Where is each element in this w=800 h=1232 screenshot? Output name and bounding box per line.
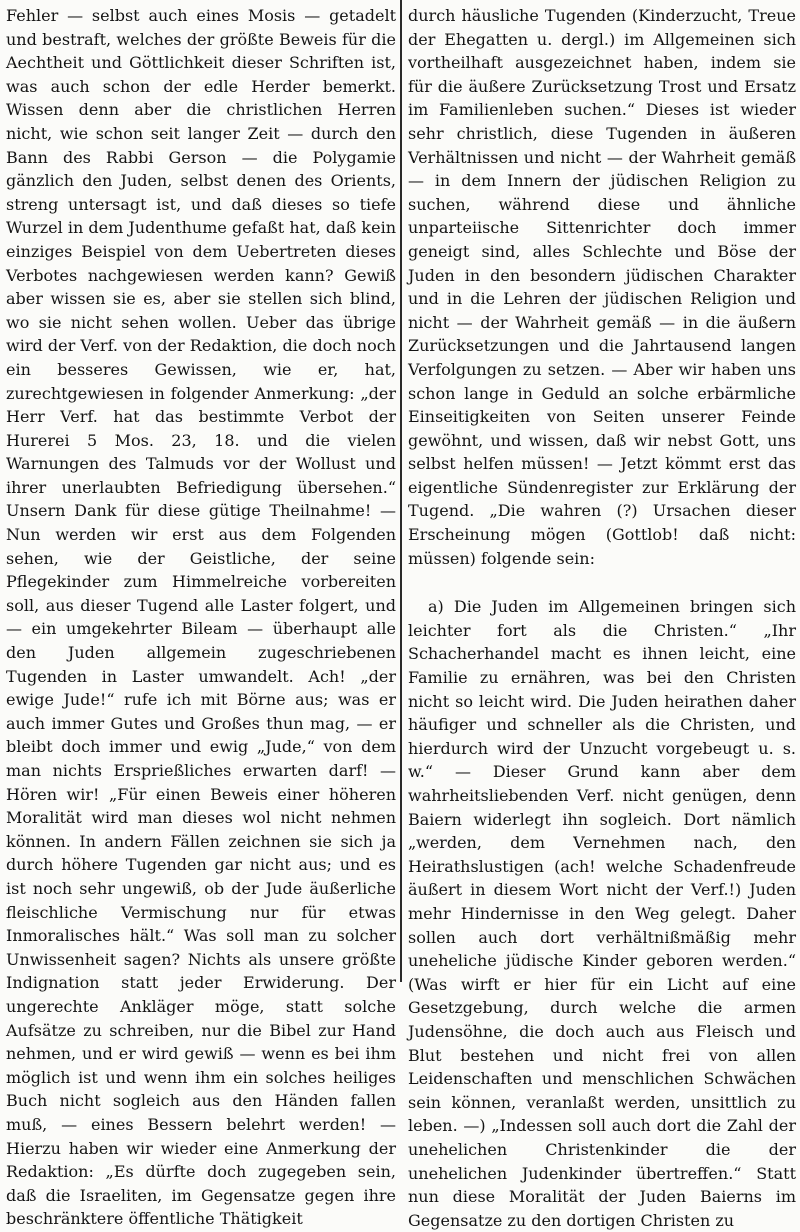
right-column-paragraph-1: durch häusliche Tugenden (Kinderzucht, Treue der Ehegatten u. dergl.) im Allgemeinen sich vortheilhaft ausgezeichnet haben, indem sie für die äußere Zurücksetzung Trost und Ersatz im Familienleben suchen.“ Dieses ist wieder sehr christlich, diese Tugenden in äußeren Verhältnissen und nicht — der Wahrheit gemäß — in dem Innern der jüdischen Religion zu suchen, während diese und ähnliche unparteiische Sittenrichter doch immer geneigt sind, alles Schlechte und Böse der Juden in den besondern jüdischen Charakter und in die Lehren der jüdischen Religion und nicht — der Wahrheit gemäß — in die äußern Zurücksetzungen und die Jahrtausend langen Verfolgungen zu setzen. — Aber wir haben uns schon lange in Geduld an solche erbärmliche Einseitigkeiten von Seiten unserer Feinde gewöhnt, und wissen, daß wir nebst Gott, uns selbst helfen müssen! — Jetzt kömmt erst das eigentliche Sündenregister zur Erklärung der Tugend. „Die wahren (?) Ursachen dieser Erscheinung mögen (Gottlob! daß nicht: müssen) folgende sein: [408, 6, 796, 568]
right-column [408, 4, 796, 1232]
right-column-paragraph-2: a) Die Juden im Allgemeinen bringen sich leichter fort als die Christen.“ „Ihr Schacherhandel macht es ihnen leicht, eine Familie zu ernähren, was bei den Christen nicht so leicht wird. Die Juden heirathen daher häufiger und schneller als die Christen, und hierdurch wird der Unzucht vorgebeugt u. s. w.“ — Dieser Grund kann aber dem wahrheitsliebenden Verf. nicht genügen, denn Baiern widerlegt ihn sogleich. Dort nämlich „werden, dem Vernehmen nach, den Heirathslustigen (ach! welche Schadenfreude äußert in diesem Wort nicht der Verf.!) Juden mehr Hindernisse in den Weg gelegt. Daher sollen auch dort verhältnißmäßig mehr uneheliche jüdische Kinder geboren werden.“ (Was wirft er hier für ein Licht auf eine Gesetzgebung, durch welche die armen Judensöhne, die doch auch aus Fleisch und Blut bestehen und nicht frei von allen Leidenschaften und menschlichen Schwächen sein können, veranlaßt werden, unsittlich zu leben. —) „Indessen soll auch dort die Zahl der unehelichen Christenkinder die der unehelichen Judenkinder übertreffen.“ Statt nun diese Moralität der Juden Baierns im Gegensatze zu den dortigen Christen zu [408, 597, 796, 1230]
left-column-text: Fehler — selbst auch eines Mosis — getadelt und bestraft, welches der größte Beweis für die Aechtheit und Göttlichkeit dieser Schriften ist, was auch schon der edle Herder bemerkt. Wissen denn aber die christlichen Herren nicht, wie schon seit langer Zeit — durch den Bann des Rabbi Gerson — die Polygamie gänzlich den Juden, selbst denen des Orients, streng untersagt ist, und daß dieses so tiefe Wurzel in dem Judenthume gefaßt hat, daß kein einziges Beispiel von dem Uebertreten dieses Verbotes nachgewiesen werden kann? Gewiß aber wissen sie es, aber sie stellen sich blind, wo sie nicht sehen wollen. Ueber das übrige wird der Verf. von der Redaktion, die doch noch ein besseres Gewissen, wie er, hat, zurechtgewiesen in folgender Anmerkung: „der Herr Verf. hat das bestimmte Verbot der Hurerei 5 Mos. 23, 18. und die vielen Warnungen des Talmuds vor der Wollust und ihrer unerlaubten Befriedigung übersehen.“ Unsern Dank für diese gütige Theilnahme! — Nun werden wir erst aus dem Folgenden sehen, wie der Geistliche, der seine Pflegekinder zum Himmelreiche vorbereiten soll, aus dieser Tugend alle Laster folgert, und — ein umgekehrter Bileam — überhaupt alle den Juden allgemein zugeschriebenen Tugenden in Laster umwandelt. Ach! „der ewige Jude!“ rufe ich mit Börne aus; was er auch immer Gutes und Großes thun mag, — er bleibt doch immer und ewig „Jude,“ von dem man nichts Ersprießliches erwarten darf! — Hören wir! „Für einen Beweis einer höheren Moralität wird man dieses wol nicht nehmen können. In andern Fällen zeichnen sie sich ja durch höhere Tugenden gar nicht aus; und es ist noch sehr ungewiß, ob der Jude äußerliche fleischliche Vermischung nur für etwas Inmoralisches hält.“ Was soll man zu solcher Unwissenheit sagen? Nichts als unsere größte Indignation statt jeder Erwiderung. Der ungerechte Ankläger möge, statt solche Aufsätze zu schreiben, nur die Bibel zur Hand nehmen, und er wird gewiß — wenn es bei ihm möglich ist und wenn ihm ein solches heiliges Buch nicht sogleich aus den Händen fallen muß, — eines Bessern belehrt werden! — Hierzu haben wir wieder eine Anmerkung der Redaktion: „Es dürfte doch zugegeben sein, daß die Israeliten, im Gegensatze gegen ihre beschränktere öffentliche Thätigkeit [6, 6, 396, 1229]
left-column [6, 4, 396, 1231]
column-divider [400, 0, 402, 982]
